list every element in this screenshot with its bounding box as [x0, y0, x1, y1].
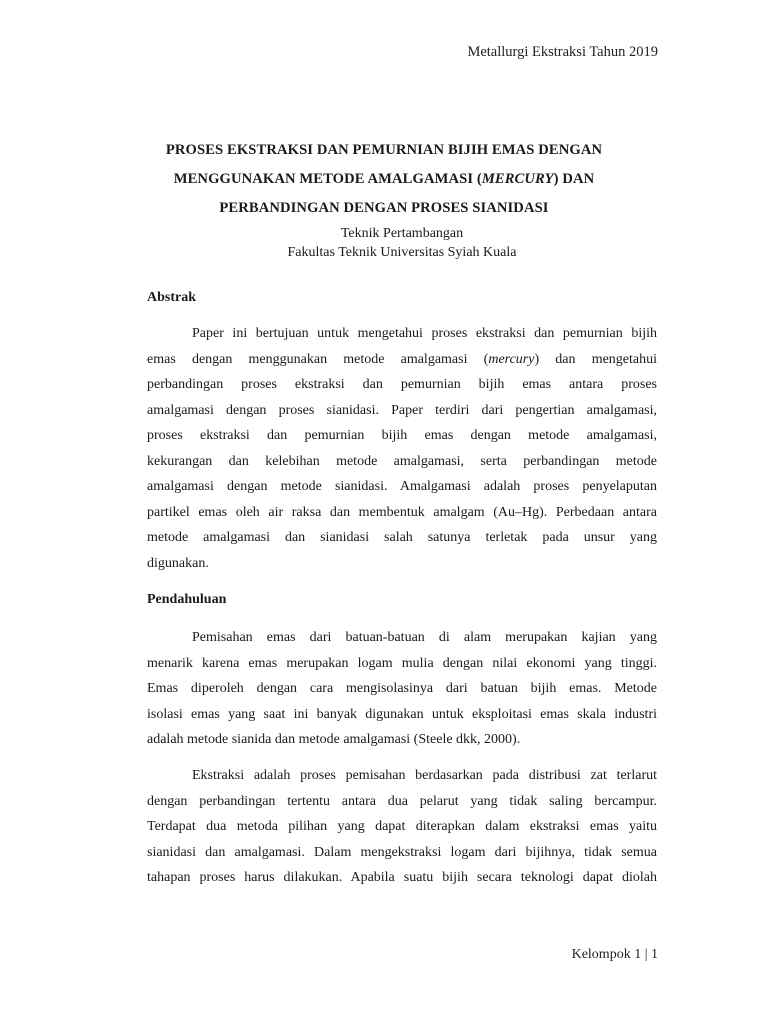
paragraph-line: tahapan proses harus dilakukan. Apabila suatu bijih secara teknologi dapat diolah — [147, 870, 657, 885]
abstract-line: perbandingan proses ekstraksi dan pemurnian bijih emas antara proses — [147, 377, 657, 392]
title-line-2 — [0, 165, 768, 194]
paragraph-line: Pemisahan emas dari batuan-batuan di alam merupakan kajian yang — [192, 630, 657, 645]
paragraph-line: Emas diperoleh dengan cara mengisolasinya dari batuan bijih emas. Metode — [147, 681, 657, 696]
paragraph-line: menarik karena emas merupakan logam mulia dengan nilai ekonomi yang tinggi. — [147, 655, 657, 671]
abstract-line: amalgamasi dengan metode sianidasi. Amalgamasi adalah proses penyelaputan — [147, 479, 657, 494]
abstract-line: Paper ini bertujuan untuk mengetahui proses ekstraksi dan pemurnian bijih — [192, 326, 657, 341]
abstract-heading: Abstrak — [147, 290, 197, 305]
title-line-3: PERBANDINGAN DENGAN PROSES SIANIDASI — [219, 200, 549, 216]
title-line-1: PROSES EKSTRAKSI DAN PEMURNIAN BIJIH EMAS DENGAN — [165, 142, 603, 158]
page-footer: Kelompok 1 | 1 — [571, 947, 658, 962]
paragraph-line: sianidasi dan amalgamasi. Dalam mengekstraksi logam dari bijihnya, tidak semua — [147, 844, 657, 860]
faculty: Fakultas Teknik Universitas Syiah Kuala — [287, 245, 517, 260]
running-header: Metallurgi Ekstraksi Tahun 2019 — [467, 44, 658, 60]
title-line-2-start: MENGGUNAKAN METODE AMALGAMASI ( — [173, 171, 482, 187]
introduction-paragraph-1 — [147, 625, 657, 753]
abstract-paragraph — [147, 321, 657, 576]
affiliation — [0, 224, 768, 262]
department: Teknik Pertambangan — [340, 226, 464, 241]
abstract-line: metode amalgamasi dan sianidasi salah satunya terletak pada unsur yang — [147, 530, 657, 545]
abstract-line: partikel emas oleh air raksa dan membentuk amalgam (Au–Hg). Perbedaan antara — [147, 504, 657, 520]
abstract-line: proses ekstraksi dan pemurnian bijih emas dengan metode amalgamasi, — [147, 428, 657, 443]
title-line-2-end: ) DAN — [553, 171, 595, 187]
abstract-line: emas dengan menggunakan metode amalgamasi (mercury) dan mengetahui — [147, 351, 657, 367]
abstract-line: digunakan. — [147, 555, 209, 571]
paragraph-line: Terdapat dua metoda pilihan yang dapat diterapkan dalam ekstraksi emas yaitu — [147, 819, 657, 834]
title-italic-word: MERCURY — [481, 171, 554, 187]
introduction-heading: Pendahuluan — [147, 592, 227, 607]
paragraph-line: isolasi emas yang saat ini banyak digunakan untuk eksploitasi emas skala industri — [147, 706, 657, 722]
paper-title — [0, 136, 768, 223]
introduction-paragraph-2 — [147, 763, 657, 891]
abstract-line: kekurangan dan kelebihan metode amalgamasi, serta perbandingan metode — [147, 453, 657, 469]
italic-term: mercury — [488, 351, 535, 367]
paragraph-line: Ekstraksi adalah proses pemisahan berdasarkan pada distribusi zat terlarut — [192, 768, 657, 783]
paragraph-line: dengan perbandingan tertentu antara dua pelarut yang tidak saling bercampur. — [147, 793, 657, 809]
abstract-line: amalgamasi dengan proses sianidasi. Paper terdiri dari pengertian amalgamasi, — [147, 402, 657, 418]
paragraph-line: adalah metode sianida dan metode amalgamasi (Steele dkk, 2000). — [147, 732, 521, 747]
